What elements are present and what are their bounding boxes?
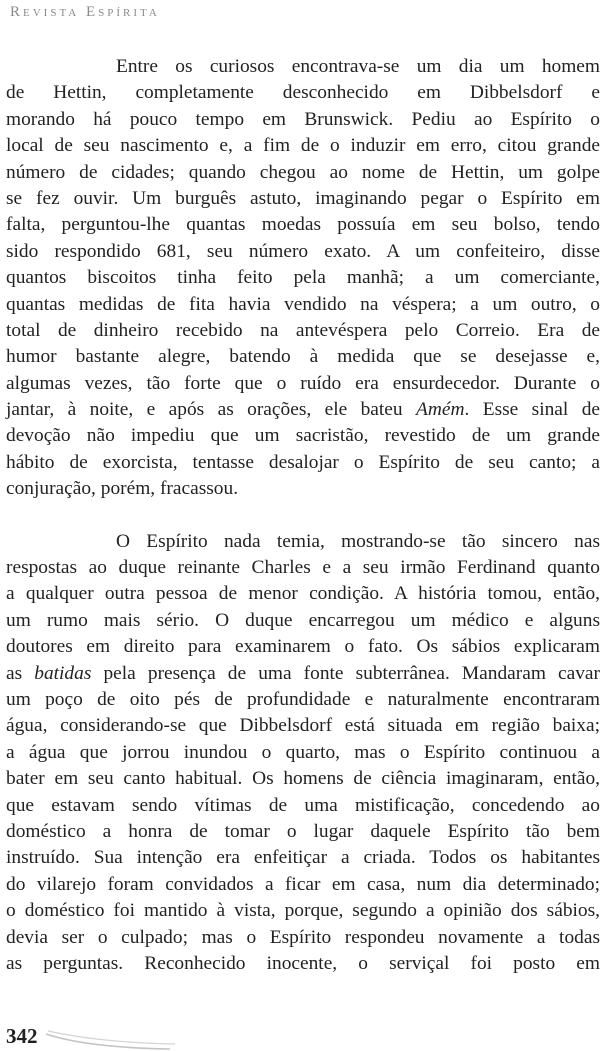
text-line: que estavam sendo vítimas de uma mistificação, concedendo ao xyxy=(6,794,600,816)
text-line: algumas vezes, tão forte que o ruído era ensurdecedor. Durante o xyxy=(6,372,600,394)
italic-word: Amém xyxy=(416,399,465,421)
text-line: respostas ao duque reinante Charles e a seu irmão Ferdinand quanto xyxy=(6,557,600,579)
text-line xyxy=(6,397,600,423)
text-line: devoção não impediu que um sacristão, revestido de um grande xyxy=(6,425,600,447)
page-number: 342 xyxy=(6,1024,38,1048)
text-line: o doméstico foi mantido à vista, porque, segundo a opinião dos sábios, xyxy=(6,900,600,922)
text-line: instruído. Sua intenção era enfeitiçar a criada. Todos os habitantes xyxy=(6,847,600,869)
text-line: se fez ouvir. Um burguês astuto, imaginando pegar o Espírito em xyxy=(6,187,600,209)
paragraph-1 xyxy=(6,54,600,503)
text-line: morando há pouco tempo em Brunswick. Pediu ao Espírito o xyxy=(6,108,600,130)
text-line: O Espírito nada temia, mostrando-se tão sincero nas xyxy=(116,530,600,552)
text-line: conjuração, porém, fracassou. xyxy=(6,478,239,500)
text-line: doméstico a honra de tomar o lugar daquele Espírito tão bem xyxy=(6,820,600,842)
text-line-start: as xyxy=(6,662,35,684)
text-line: bater em seu canto habitual. Os homens de ciência imaginaram, então, xyxy=(6,768,600,790)
running-head: Revista Espírita xyxy=(10,4,160,20)
text-line: local de seu nascimento e, a fim de o induzir em erro, citou grande xyxy=(6,135,600,157)
text-line: de Hettin, completamente desconhecido em Dibbelsdorf e xyxy=(6,82,600,104)
page-footer xyxy=(0,1018,607,1051)
text-line: a qualquer outra pessoa de menor condição. A história tomou, então, xyxy=(6,583,600,605)
text-line: hábito de exorcista, tentasse desalojar o Espírito de seu canto; a xyxy=(6,451,600,473)
text-line: a água que jorrou inundou o quarto, mas o Espírito continuou a xyxy=(6,741,600,763)
text-line: um poço de oito pés de profundidade e naturalmente encontraram xyxy=(6,688,600,710)
text-line-start: jantar, à noite, e após as orações, ele bateu xyxy=(6,399,417,421)
text-line: quantos biscoitos tinha feito pela manhã; a um comerciante, xyxy=(6,267,600,289)
text-line-end: . Esse sinal de xyxy=(464,399,601,421)
italic-word: batidas xyxy=(34,662,92,684)
text-line xyxy=(6,661,600,687)
text-line: falta, perguntou-lhe quantas moedas possuía em seu bolso, tendo xyxy=(6,214,600,236)
paragraph-2 xyxy=(6,529,600,978)
text-line: as perguntas. Reconhecido inocente, o serviçal foi posto em xyxy=(6,952,600,974)
text-line: doutores em direito para examinarem o fato. Os sábios explicaram xyxy=(6,636,600,658)
body-text xyxy=(6,54,600,977)
text-line: Entre os curiosos encontrava-se um dia um homem xyxy=(116,56,600,77)
text-line: total de dinheiro recebido na antevéspera pelo Correio. Era de xyxy=(6,319,600,341)
text-line: número de cidades; quando chegou ao nome de Hettin, um golpe xyxy=(6,161,600,183)
text-line: um rumo mais sério. O duque encarregou um médico e alguns xyxy=(6,609,600,631)
text-line: humor bastante alegre, batendo à medida que se desejasse e, xyxy=(6,346,600,368)
text-line: devia ser o culpado; mas o Espírito respondeu novamente a todas xyxy=(6,926,600,948)
footer-swoosh-ornament xyxy=(0,1018,607,1051)
text-line: quantas medidas de fita havia vendido na véspera; a um outro, o xyxy=(6,293,600,315)
text-line: sido respondido 681, seu número exato. A um confeiteiro, disse xyxy=(6,240,600,262)
text-line: do vilarejo foram convidados a ficar em casa, num dia determinado; xyxy=(6,873,600,895)
text-line-end: pela presença de uma fonte subterrânea. Mandaram cavar xyxy=(91,662,600,684)
text-line: água, considerando-se que Dibbelsdorf está situada em região baixa; xyxy=(6,715,600,737)
